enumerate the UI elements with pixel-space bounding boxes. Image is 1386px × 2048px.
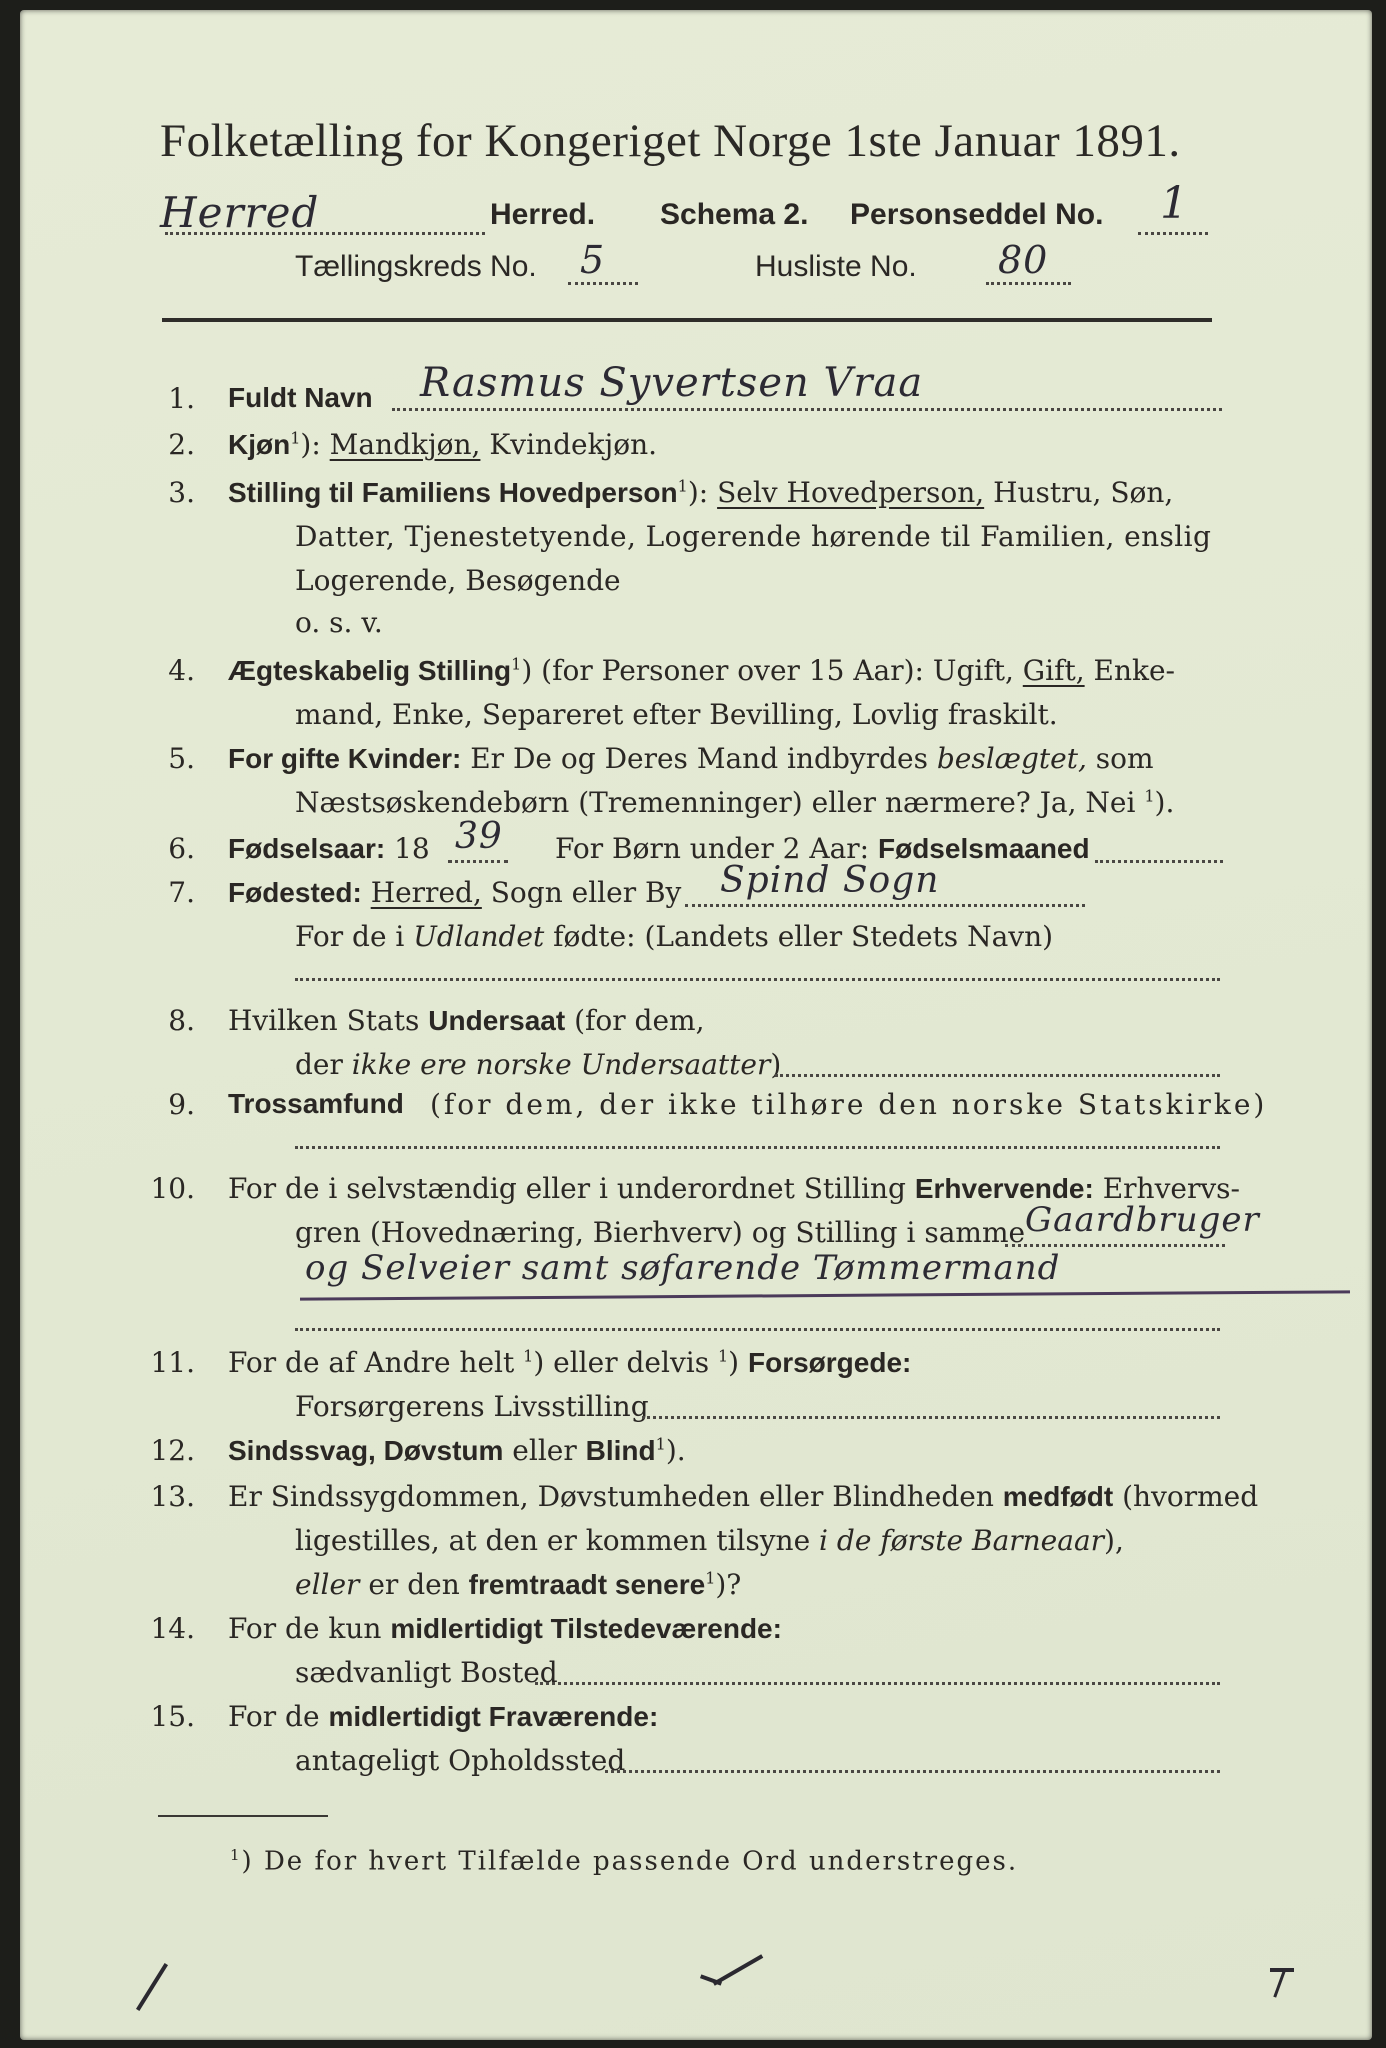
q11-dots [642, 1416, 1220, 1419]
herred-label: Herred. [490, 198, 596, 231]
q10-text-a: For de i selvstændig eller i underordnet Stilling [228, 1172, 915, 1205]
q2-option-female: Kvindekjøn. [489, 428, 658, 461]
q2-line [228, 428, 657, 461]
husliste-value: 80 [998, 238, 1049, 282]
husliste-label: Husliste No. [755, 250, 917, 283]
q13-line2-a: ligestilles, at den er kommen tilsyne [295, 1524, 820, 1557]
q10-text-b: Erhvervs- [1093, 1172, 1241, 1205]
q3-label: Stilling til Familiens Hovedperson [228, 477, 678, 508]
kreds-dots [568, 282, 638, 285]
kreds-label: Tællingskreds No. [295, 250, 537, 283]
q1-dots [392, 408, 1222, 411]
q10-value-1: Gaardbruger [1025, 1200, 1260, 1240]
q4-text-a: ) (for Personer over 15 Aar): Ugift, [521, 654, 1023, 687]
q11-text-b: ) eller delvis [533, 1346, 718, 1379]
q13-line2-italic: i de første Barneaar [819, 1524, 1105, 1557]
q11-sup1: 1 [523, 1346, 534, 1366]
q1-label: Fuldt Navn [228, 382, 373, 413]
q5-italic: beslægtet, [936, 742, 1087, 775]
q3-line3: Logerende, Besøgende [295, 564, 621, 597]
q6-line [228, 832, 430, 865]
q11-text-c: ) [728, 1346, 748, 1379]
q2-text: ): [300, 428, 330, 461]
q13-line2 [295, 1524, 1124, 1557]
q14-label: midlertidigt Tilstedeværende: [390, 1613, 782, 1644]
q15-label: midlertidigt Fraværende: [328, 1701, 659, 1732]
schema-label: Schema 2. [660, 198, 809, 231]
q7-value: Spind Sogn [720, 860, 940, 901]
q5-text-b: som [1086, 742, 1154, 775]
q8-line2 [295, 1048, 781, 1081]
q14-text-a: For de kun [228, 1612, 391, 1645]
footnote [230, 1846, 1018, 1877]
q7-label: Fødested: [228, 877, 362, 908]
q5-line2-end: ). [1154, 786, 1175, 819]
q11-number: 11. [150, 1346, 195, 1379]
herred-dots [165, 232, 485, 235]
q4-label: Ægteskabelig Stilling [228, 655, 512, 686]
q8-number: 8. [168, 1004, 195, 1037]
q4-line2: mand, Enke, Separeret efter Bevilling, Lovlig fraskilt. [295, 698, 1058, 731]
pen-mark-center-2 [700, 1974, 722, 1985]
q12-line [228, 1434, 686, 1467]
q10-label: Erhvervende: [914, 1173, 1094, 1204]
q10-value-2: og Selveier samt søfarende Tømmermand [305, 1248, 1061, 1288]
q3-selected: Selv Hovedperson, [717, 476, 985, 509]
q6-year-dots [448, 860, 508, 863]
q2-option-male: Mandkjøn, [329, 428, 481, 461]
q6-label2: Fødselsmaaned [877, 833, 1090, 864]
q15-dots [605, 1770, 1220, 1773]
q3-text: ): [687, 476, 718, 509]
q10-dots-2 [295, 1328, 1220, 1331]
q4-line1 [228, 654, 1175, 687]
personseddel-label: Personseddel No. [850, 198, 1104, 231]
q13-number: 13. [150, 1480, 195, 1513]
herred-value: Herred [160, 188, 320, 237]
q2-sup: 1 [290, 428, 301, 448]
q8-text-a: Hvilken Stats [228, 1004, 429, 1037]
form-title: Folketælling for Kongeriget Norge 1ste Januar 1891. [160, 115, 1181, 167]
q13-sup: 1 [705, 1568, 716, 1588]
q3-sup: 1 [677, 476, 688, 496]
q12-sup: 1 [655, 1434, 666, 1454]
q14-line1 [228, 1612, 782, 1645]
q10-line2: gren (Hovednæring, Bierhverv) og Stilling i samme [295, 1216, 1026, 1249]
q8-line2-a: der [295, 1048, 352, 1081]
kreds-value: 5 [580, 238, 606, 282]
q13-text-a: Er Sindssygdommen, Døvstumheden eller Blindheden [228, 1480, 1003, 1513]
q7-line2-a: For de i [295, 920, 414, 953]
q7-line1 [228, 876, 681, 909]
q7-line2-italic: Udlandet [413, 920, 545, 953]
q13-text-b: (hvormed [1113, 1480, 1259, 1513]
q5-line2 [295, 786, 1174, 819]
q12-label: Sindssvag, Døvstum [228, 1435, 504, 1466]
q7-foreign-dots [295, 978, 1220, 981]
footnote-sup: 1 [230, 1846, 242, 1864]
q13-line3-italic: eller [295, 1568, 360, 1601]
q6-value: 39 [455, 816, 503, 857]
q15-number: 15. [150, 1700, 195, 1733]
q13-line2-b: ), [1104, 1524, 1124, 1557]
q7-line2-b: fødte: (Landets eller Stedets Navn) [544, 920, 1054, 953]
q3-line4: o. s. v. [295, 606, 383, 639]
q12-number: 12. [150, 1434, 195, 1467]
q4-selected: Gift, [1022, 654, 1085, 687]
q15-line1 [228, 1700, 658, 1733]
q8-dots [775, 1074, 1220, 1077]
q3-number: 3. [168, 476, 195, 509]
q6-text: For Børn under 2 Aar: [555, 832, 878, 865]
q7-line2 [295, 920, 1053, 953]
q13-line3-bold: fremtraadt senere [468, 1569, 706, 1600]
census-form [20, 10, 1372, 2040]
q8-line1 [228, 1004, 704, 1037]
q5-text-a: Er De og Deres Mand indbyrdes [461, 742, 937, 775]
q5-number: 5. [168, 742, 195, 775]
q7-dots [685, 904, 1085, 907]
q13-line3 [295, 1568, 741, 1601]
q6-label: Fødselsaar: [228, 833, 386, 864]
q10-dots-1 [1005, 1244, 1225, 1247]
q11-text-a: For de af Andre helt [228, 1346, 524, 1379]
q7-option-herred: Herred, [370, 876, 482, 909]
header-line-1 [160, 188, 319, 237]
q1-value: Rasmus Syvertsen Vraa [420, 360, 924, 406]
q4-number: 4. [168, 654, 195, 687]
q5-line1 [228, 742, 1154, 775]
q12-label2: Blind [585, 1435, 656, 1466]
pen-mark-right-2 [1273, 1970, 1285, 1997]
footnote-rule [158, 1815, 328, 1817]
q11-line2: Forsørgerens Livsstilling [295, 1390, 649, 1423]
q6-number: 6. [168, 832, 195, 865]
q5-label: For gifte Kvinder: [228, 743, 462, 774]
q8-text-b: (for dem, [565, 1004, 705, 1037]
personseddel-value: 1 [1160, 178, 1189, 229]
q10-number: 10. [150, 1172, 195, 1205]
q3-line1 [228, 476, 1173, 509]
q5-line2-text: Næstsøskendebørn (Tremenninger) eller nærmere? Ja, Nei [295, 786, 1145, 819]
q14-dots [535, 1682, 1220, 1685]
q10-underline [300, 1290, 1350, 1300]
q9-number: 9. [168, 1088, 195, 1121]
q9-dots [295, 1146, 1220, 1149]
q1-number: 1. [168, 382, 195, 415]
q9-text: (for dem, der ikke tilhøre den norske Statskirke) [430, 1088, 1268, 1121]
q11-sup2: 1 [717, 1346, 729, 1366]
q15-line2: antageligt Opholdssted [295, 1744, 626, 1777]
q8-line2-italic: ikke ere norske Undersaatter [351, 1048, 771, 1081]
q3-line2: Datter, Tjenestetyende, Logerende hørende til Familien, enslig [295, 520, 1212, 553]
q15-text-a: For de [228, 1700, 329, 1733]
q12-text-a: eller [503, 1434, 586, 1467]
q3-rest: Hustru, Søn, [993, 476, 1174, 509]
q9-label: Trossamfund [228, 1088, 404, 1119]
q11-line1 [228, 1346, 911, 1379]
q5-sup: 1 [1144, 786, 1155, 806]
husliste-dots [986, 282, 1071, 285]
q8-line2-b: ) [770, 1048, 782, 1081]
pen-mark-left [136, 1963, 168, 2011]
header-rule [162, 318, 1212, 322]
q13-line1 [228, 1480, 1258, 1513]
q2-number: 2. [168, 428, 195, 461]
q4-sup: 1 [511, 654, 522, 674]
q13-label: medfødt [1002, 1481, 1114, 1512]
footnote-text: ) De for hvert Tilfælde passende Ord understreges. [241, 1846, 1019, 1877]
q11-label: Forsørgede: [748, 1347, 912, 1378]
q14-number: 14. [150, 1612, 195, 1645]
q8-label: Undersaat [428, 1005, 566, 1036]
q2-label: Kjøn [228, 429, 291, 460]
q6-month-dots [1095, 860, 1223, 863]
q6-prefix: 18 [385, 832, 430, 865]
q7-number: 7. [168, 876, 195, 909]
q13-line3-a: er den [359, 1568, 469, 1601]
personseddel-dots [1138, 232, 1208, 235]
q13-line3-b: )? [715, 1568, 742, 1601]
q14-line2: sædvanligt Bosted [295, 1656, 558, 1689]
q4-text-b: Enke- [1084, 654, 1175, 687]
q12-text-b: ). [665, 1434, 686, 1467]
q7-text: Sogn eller By [481, 876, 682, 909]
